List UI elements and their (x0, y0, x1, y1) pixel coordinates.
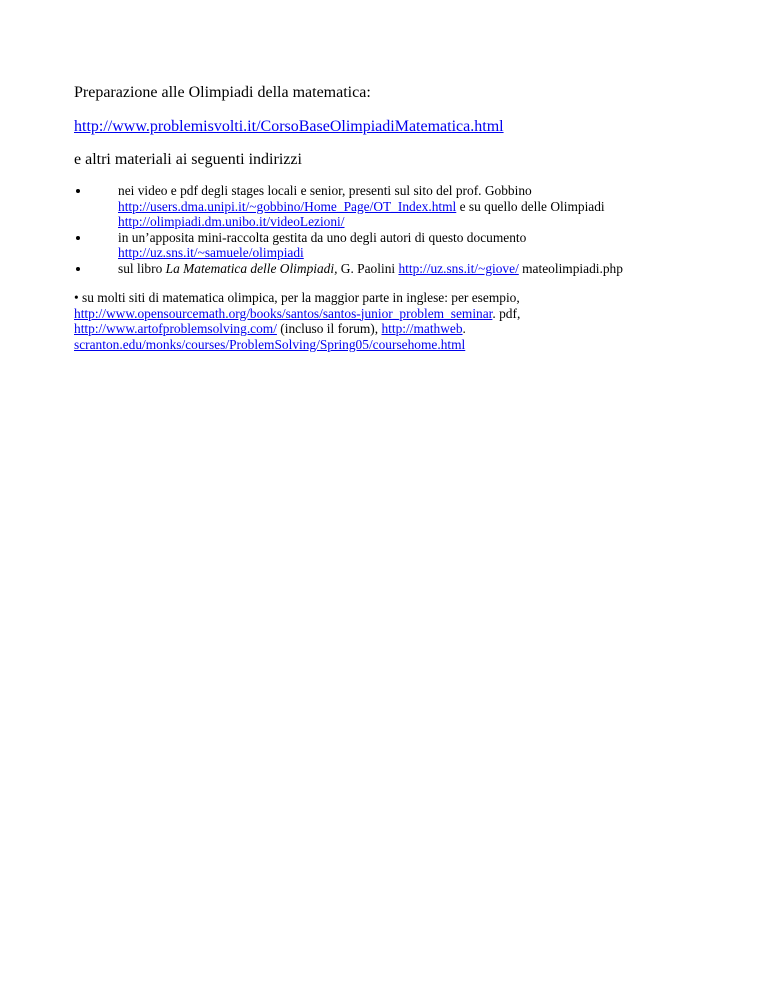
giove-link[interactable]: http://uz.sns.it/~giove/ (398, 260, 519, 276)
artofproblemsolving-link[interactable]: http://www.artofproblemsolving.com/ (74, 321, 277, 336)
main-link-line (74, 117, 504, 137)
list-item (74, 183, 714, 230)
footer-text: . (462, 321, 466, 336)
footer-line (74, 337, 714, 353)
opensourcemath-link[interactable]: http://www.opensourcemath.org/books/santos/santos-junior_problem_seminar (74, 305, 493, 321)
samuele-link[interactable]: http://uz.sns.it/~samuele/olimpiadi (118, 245, 304, 260)
scranton-link[interactable]: scranton.edu/monks/courses/ProblemSolving/Spring05/coursehome.html (74, 336, 466, 352)
resources-list (74, 183, 714, 276)
list-item-text: e su quello delle Olimpiadi (456, 198, 605, 214)
footer-text: . pdf, (492, 305, 521, 321)
footer-line (74, 306, 714, 322)
list-item-line (118, 261, 714, 277)
mathweb-link[interactable]: http://mathweb (381, 321, 463, 336)
list-item-text: mateolimpiadi.php (518, 260, 623, 276)
corso-base-link[interactable]: http://www.problemisvolti.it/CorsoBaseOlimpiadiMatematica.html (74, 118, 504, 135)
book-title: La Matematica delle Olimpiadi, (165, 260, 338, 276)
list-item-line (118, 245, 714, 261)
document-title: Preparazione alle Olimpiadi della matematica: (74, 84, 371, 101)
list-item-text: G. Paolini (337, 260, 399, 276)
list-item (74, 261, 714, 277)
footer-text: • su molti siti di matematica olimpica, per la maggior parte in inglese: per esempio, (74, 290, 520, 305)
list-item-text: sul libro (118, 260, 166, 276)
intro-text: e altri materiali ai seguenti indirizzi (74, 151, 302, 168)
list-item-line (118, 214, 714, 230)
list-item-text: in un’apposita mini-raccolta gestita da uno degli autori di questo documento (118, 229, 527, 245)
olimpiadi-video-link[interactable]: http://olimpiadi.dm.unibo.it/videoLezioni/ (118, 214, 345, 229)
list-item (74, 230, 714, 261)
list-item-text: nei video e pdf degli stages locali e senior, presenti sul sito del prof. Gobbino (118, 183, 532, 198)
footer-paragraph (74, 290, 714, 352)
gobbino-link[interactable]: http://users.dma.unipi.it/~gobbino/Home_Page/OT_Index.html (118, 198, 457, 214)
list-item-line (118, 199, 714, 215)
footer-line (74, 321, 714, 337)
footer-text: (incluso il forum), (276, 321, 382, 336)
